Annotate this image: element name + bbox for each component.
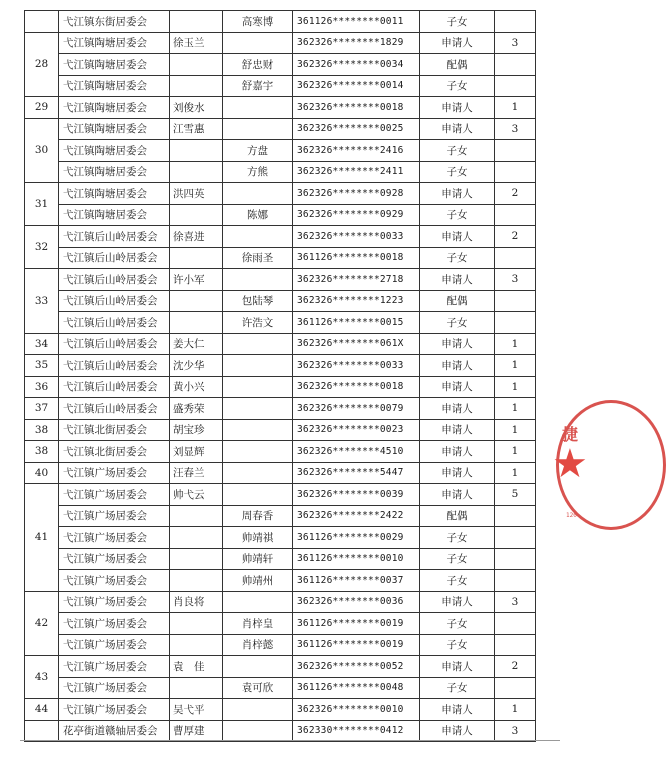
household-roster-table: [24, 10, 536, 742]
cell-household-count: [495, 634, 536, 656]
cell-member-name: 肖梓皇: [223, 613, 293, 635]
cell-member-name: 高寒博: [223, 11, 293, 33]
cell-community: 弋江镇北街居委会: [59, 441, 170, 463]
official-seal-stamp: [548, 400, 608, 530]
cell-id-number: 362326********0014: [293, 75, 420, 97]
cell-id-number: 362326********4510: [293, 441, 420, 463]
cell-household-count: [495, 548, 536, 570]
cell-community: 弋江镇后山岭居委会: [59, 247, 170, 269]
cell-household-count: 3: [495, 720, 536, 742]
table-row: [25, 548, 536, 570]
cell-id-number: 362326********0036: [293, 591, 420, 613]
table-row: [25, 290, 536, 312]
cell-community: 弋江镇广场居委会: [59, 505, 170, 527]
cell-community: 弋江镇东街居委会: [59, 11, 170, 33]
cell-household-count: 2: [495, 656, 536, 678]
cell-applicant-name: 洪四英: [170, 183, 223, 205]
cell-member-name: 帅靖祺: [223, 527, 293, 549]
cell-serial-number: 35: [25, 355, 59, 377]
cell-relation: 申请人: [420, 591, 495, 613]
cell-id-number: 362326********1829: [293, 32, 420, 54]
cell-member-name: 帅靖州: [223, 570, 293, 592]
cell-member-name: [223, 441, 293, 463]
cell-relation: 申请人: [420, 118, 495, 140]
cell-serial-number: 36: [25, 376, 59, 398]
table-row: [25, 161, 536, 183]
cell-relation: 申请人: [420, 419, 495, 441]
cell-id-number: 362326********0079: [293, 398, 420, 420]
table-row: [25, 462, 536, 484]
cell-community: 弋江镇后山岭居委会: [59, 226, 170, 248]
cell-member-name: [223, 419, 293, 441]
cell-relation: 子女: [420, 75, 495, 97]
cell-member-name: [223, 355, 293, 377]
cell-serial-number: 38: [25, 419, 59, 441]
cell-community: 弋江镇陶塘居委会: [59, 140, 170, 162]
table-row: [25, 97, 536, 119]
cell-id-number: 361126********0029: [293, 527, 420, 549]
cell-applicant-name: [170, 161, 223, 183]
cell-applicant-name: [170, 527, 223, 549]
cell-applicant-name: 刘显辉: [170, 441, 223, 463]
cell-id-number: 361126********0019: [293, 634, 420, 656]
cell-id-number: 362326********2422: [293, 505, 420, 527]
cell-id-number: 361126********0048: [293, 677, 420, 699]
cell-household-count: 1: [495, 355, 536, 377]
cell-applicant-name: 许小军: [170, 269, 223, 291]
cell-relation: 申请人: [420, 484, 495, 506]
cell-relation: 子女: [420, 570, 495, 592]
cell-community: 弋江镇后山岭居委会: [59, 333, 170, 355]
cell-applicant-name: [170, 677, 223, 699]
cell-community: 弋江镇陶塘居委会: [59, 75, 170, 97]
cell-id-number: 362326********0928: [293, 183, 420, 205]
table-row: [25, 269, 536, 291]
table-row: [25, 204, 536, 226]
cell-relation: 申请人: [420, 226, 495, 248]
cell-community: 弋江镇陶塘居委会: [59, 97, 170, 119]
cell-id-number: 362326********0023: [293, 419, 420, 441]
cell-applicant-name: [170, 505, 223, 527]
cell-id-number: 362326********0010: [293, 699, 420, 721]
cell-member-name: [223, 97, 293, 119]
cell-applicant-name: [170, 204, 223, 226]
table-row: [25, 32, 536, 54]
cell-relation: 申请人: [420, 462, 495, 484]
cell-id-number: 362326********0033: [293, 355, 420, 377]
cell-id-number: 362326********0018: [293, 376, 420, 398]
table-row: [25, 441, 536, 463]
cell-applicant-name: 袁 佳: [170, 656, 223, 678]
cell-id-number: 362326********2718: [293, 269, 420, 291]
cell-relation: 配偶: [420, 505, 495, 527]
cell-member-name: [223, 32, 293, 54]
cell-id-number: 362326********0034: [293, 54, 420, 76]
table-row: [25, 656, 536, 678]
table-row: [25, 677, 536, 699]
cell-relation: 申请人: [420, 441, 495, 463]
cell-community: 弋江镇陶塘居委会: [59, 161, 170, 183]
cell-id-number: 362326********5447: [293, 462, 420, 484]
cell-member-name: [223, 591, 293, 613]
cell-relation: 申请人: [420, 376, 495, 398]
cell-household-count: 3: [495, 269, 536, 291]
cell-household-count: 1: [495, 376, 536, 398]
cell-relation: 子女: [420, 247, 495, 269]
cell-community: 弋江镇广场居委会: [59, 527, 170, 549]
cell-applicant-name: [170, 140, 223, 162]
cell-member-name: 肖梓懿: [223, 634, 293, 656]
cell-community: 弋江镇陶塘居委会: [59, 32, 170, 54]
table-row: [25, 183, 536, 205]
cell-applicant-name: 沈少华: [170, 355, 223, 377]
cell-member-name: [223, 656, 293, 678]
cell-household-count: 1: [495, 699, 536, 721]
cell-serial-number: 33: [25, 269, 59, 334]
cell-relation: 申请人: [420, 269, 495, 291]
cell-relation: 子女: [420, 677, 495, 699]
cell-id-number: 362326********2411: [293, 161, 420, 183]
table-row: [25, 355, 536, 377]
cell-applicant-name: 刘俊水: [170, 97, 223, 119]
cell-member-name: 舒嘉宇: [223, 75, 293, 97]
table-row: [25, 247, 536, 269]
cell-relation: 子女: [420, 613, 495, 635]
cell-id-number: 361126********0015: [293, 312, 420, 334]
cell-applicant-name: [170, 634, 223, 656]
table-row: [25, 398, 536, 420]
cell-household-count: [495, 11, 536, 33]
cell-relation: 子女: [420, 527, 495, 549]
cell-member-name: [223, 462, 293, 484]
cell-id-number: 361126********0011: [293, 11, 420, 33]
cell-relation: 子女: [420, 204, 495, 226]
cell-relation: 子女: [420, 11, 495, 33]
cell-community: 弋江镇广场居委会: [59, 677, 170, 699]
cell-serial-number: 44: [25, 699, 59, 721]
cell-applicant-name: 吴弋平: [170, 699, 223, 721]
cell-serial-number: 38: [25, 441, 59, 463]
cell-id-number: 362326********061X: [293, 333, 420, 355]
cell-id-number: 362326********0052: [293, 656, 420, 678]
cell-community: 弋江镇后山岭居委会: [59, 312, 170, 334]
cell-applicant-name: 胡宝珍: [170, 419, 223, 441]
cell-serial-number: 37: [25, 398, 59, 420]
cell-id-number: 362326********0025: [293, 118, 420, 140]
cell-community: 弋江镇陶塘居委会: [59, 183, 170, 205]
cell-community: 弋江镇后山岭居委会: [59, 355, 170, 377]
cell-household-count: [495, 290, 536, 312]
table-row: [25, 419, 536, 441]
cell-serial-number: 31: [25, 183, 59, 226]
cell-relation: 申请人: [420, 656, 495, 678]
cell-community: 弋江镇广场居委会: [59, 656, 170, 678]
cell-household-count: [495, 140, 536, 162]
cell-household-count: [495, 527, 536, 549]
cell-member-name: [223, 376, 293, 398]
table-row: [25, 376, 536, 398]
cell-relation: 申请人: [420, 398, 495, 420]
cell-member-name: 方盘: [223, 140, 293, 162]
cell-applicant-name: [170, 312, 223, 334]
cell-id-number: 361126********0037: [293, 570, 420, 592]
table-row: [25, 75, 536, 97]
cell-household-count: 2: [495, 226, 536, 248]
cell-household-count: [495, 204, 536, 226]
table-row: [25, 333, 536, 355]
cell-applicant-name: [170, 548, 223, 570]
cell-household-count: [495, 247, 536, 269]
roster-body: [25, 11, 536, 742]
table-row: [25, 720, 536, 742]
cell-id-number: 362326********0039: [293, 484, 420, 506]
cell-community: 弋江镇广场居委会: [59, 613, 170, 635]
cell-community: 弋江镇陶塘居委会: [59, 54, 170, 76]
table-row: [25, 570, 536, 592]
cell-applicant-name: [170, 75, 223, 97]
cell-member-name: 方熊: [223, 161, 293, 183]
cell-serial-number: 30: [25, 118, 59, 183]
cell-community: 弋江镇北街居委会: [59, 419, 170, 441]
cell-community: 花亭街道赣轴居委会: [59, 720, 170, 742]
cell-applicant-name: [170, 613, 223, 635]
cell-household-count: 2: [495, 183, 536, 205]
table-row: [25, 11, 536, 33]
cell-id-number: 361126********0018: [293, 247, 420, 269]
cell-applicant-name: 江雪惠: [170, 118, 223, 140]
cell-community: 弋江镇广场居委会: [59, 699, 170, 721]
cell-applicant-name: 盛秀荣: [170, 398, 223, 420]
table-row: [25, 505, 536, 527]
cell-household-count: 3: [495, 591, 536, 613]
cell-id-number: 362326********2416: [293, 140, 420, 162]
cell-serial-number: 43: [25, 656, 59, 699]
cell-id-number: 361126********0019: [293, 613, 420, 635]
cell-relation: 配偶: [420, 54, 495, 76]
cell-member-name: [223, 398, 293, 420]
cell-serial-number: 41: [25, 484, 59, 592]
table-row: [25, 591, 536, 613]
cell-serial-number: 28: [25, 32, 59, 97]
cell-applicant-name: 姜大仁: [170, 333, 223, 355]
cell-household-count: 1: [495, 462, 536, 484]
cell-id-number: 362326********0018: [293, 97, 420, 119]
cell-member-name: 袁可欣: [223, 677, 293, 699]
cell-household-count: [495, 677, 536, 699]
table-row: [25, 54, 536, 76]
cell-relation: 子女: [420, 312, 495, 334]
cell-applicant-name: 曹厚建: [170, 720, 223, 742]
cell-serial-number: 40: [25, 462, 59, 484]
table-row: [25, 527, 536, 549]
cell-member-name: 徐雨圣: [223, 247, 293, 269]
cell-relation: 子女: [420, 140, 495, 162]
cell-applicant-name: 徐喜进: [170, 226, 223, 248]
cell-relation: 申请人: [420, 333, 495, 355]
cell-applicant-name: 帅弋云: [170, 484, 223, 506]
seal-number: 120: [566, 512, 577, 519]
cell-household-count: [495, 505, 536, 527]
cell-applicant-name: 汪春兰: [170, 462, 223, 484]
cell-applicant-name: [170, 11, 223, 33]
cell-community: 弋江镇陶塘居委会: [59, 118, 170, 140]
cell-household-count: 1: [495, 398, 536, 420]
cell-household-count: [495, 570, 536, 592]
cell-relation: 子女: [420, 548, 495, 570]
cell-community: 弋江镇广场居委会: [59, 484, 170, 506]
cell-id-number: 361126********0010: [293, 548, 420, 570]
cell-relation: 申请人: [420, 355, 495, 377]
cell-community: 弋江镇后山岭居委会: [59, 398, 170, 420]
cell-household-count: [495, 75, 536, 97]
cell-community: 弋江镇广场居委会: [59, 634, 170, 656]
cell-applicant-name: [170, 570, 223, 592]
cell-member-name: 包陆琴: [223, 290, 293, 312]
table-row: [25, 140, 536, 162]
cell-relation: 配偶: [420, 290, 495, 312]
cell-community: 弋江镇广场居委会: [59, 591, 170, 613]
cell-serial-number: [25, 720, 59, 742]
cell-household-count: [495, 54, 536, 76]
cell-id-number: 362326********0929: [293, 204, 420, 226]
page-bottom-rule: [20, 740, 560, 741]
cell-relation: 申请人: [420, 699, 495, 721]
cell-household-count: 5: [495, 484, 536, 506]
cell-serial-number: 34: [25, 333, 59, 355]
cell-member-name: [223, 484, 293, 506]
cell-id-number: 362330********0412: [293, 720, 420, 742]
cell-relation: 申请人: [420, 183, 495, 205]
cell-community: 弋江镇广场居委会: [59, 570, 170, 592]
table-row: [25, 613, 536, 635]
cell-member-name: 周春香: [223, 505, 293, 527]
cell-relation: 申请人: [420, 720, 495, 742]
cell-applicant-name: [170, 290, 223, 312]
cell-applicant-name: 肖良将: [170, 591, 223, 613]
cell-relation: 申请人: [420, 97, 495, 119]
table-row: [25, 312, 536, 334]
cell-household-count: [495, 312, 536, 334]
cell-member-name: 陈娜: [223, 204, 293, 226]
cell-id-number: 362326********1223: [293, 290, 420, 312]
cell-serial-number: 42: [25, 591, 59, 656]
cell-household-count: 1: [495, 333, 536, 355]
cell-household-count: [495, 161, 536, 183]
cell-member-name: [223, 699, 293, 721]
cell-applicant-name: [170, 54, 223, 76]
table-row: [25, 226, 536, 248]
seal-star-icon: ★: [552, 441, 588, 487]
cell-household-count: 3: [495, 32, 536, 54]
cell-serial-number: [25, 11, 59, 33]
cell-member-name: 帅靖轩: [223, 548, 293, 570]
cell-serial-number: 32: [25, 226, 59, 269]
cell-relation: 子女: [420, 634, 495, 656]
cell-community: 弋江镇后山岭居委会: [59, 269, 170, 291]
cell-applicant-name: 徐玉兰: [170, 32, 223, 54]
cell-member-name: 许浩文: [223, 312, 293, 334]
table-row: [25, 484, 536, 506]
table-row: [25, 118, 536, 140]
cell-community: 弋江镇广场居委会: [59, 548, 170, 570]
table-row: [25, 634, 536, 656]
cell-id-number: 362326********0033: [293, 226, 420, 248]
cell-relation: 申请人: [420, 32, 495, 54]
cell-community: 弋江镇后山岭居委会: [59, 290, 170, 312]
cell-applicant-name: [170, 247, 223, 269]
cell-household-count: 3: [495, 118, 536, 140]
cell-household-count: 1: [495, 419, 536, 441]
cell-serial-number: 29: [25, 97, 59, 119]
cell-member-name: [223, 183, 293, 205]
cell-household-count: [495, 613, 536, 635]
cell-community: 弋江镇广场居委会: [59, 462, 170, 484]
cell-community: 弋江镇陶塘居委会: [59, 204, 170, 226]
seal-text: 捷: [562, 425, 579, 444]
cell-community: 弋江镇后山岭居委会: [59, 376, 170, 398]
cell-member-name: [223, 269, 293, 291]
cell-household-count: 1: [495, 97, 536, 119]
cell-member-name: [223, 118, 293, 140]
cell-applicant-name: 黄小兴: [170, 376, 223, 398]
cell-member-name: [223, 720, 293, 742]
table-row: [25, 699, 536, 721]
cell-household-count: 1: [495, 441, 536, 463]
cell-member-name: 舒忠财: [223, 54, 293, 76]
cell-relation: 子女: [420, 161, 495, 183]
cell-member-name: [223, 333, 293, 355]
cell-member-name: [223, 226, 293, 248]
